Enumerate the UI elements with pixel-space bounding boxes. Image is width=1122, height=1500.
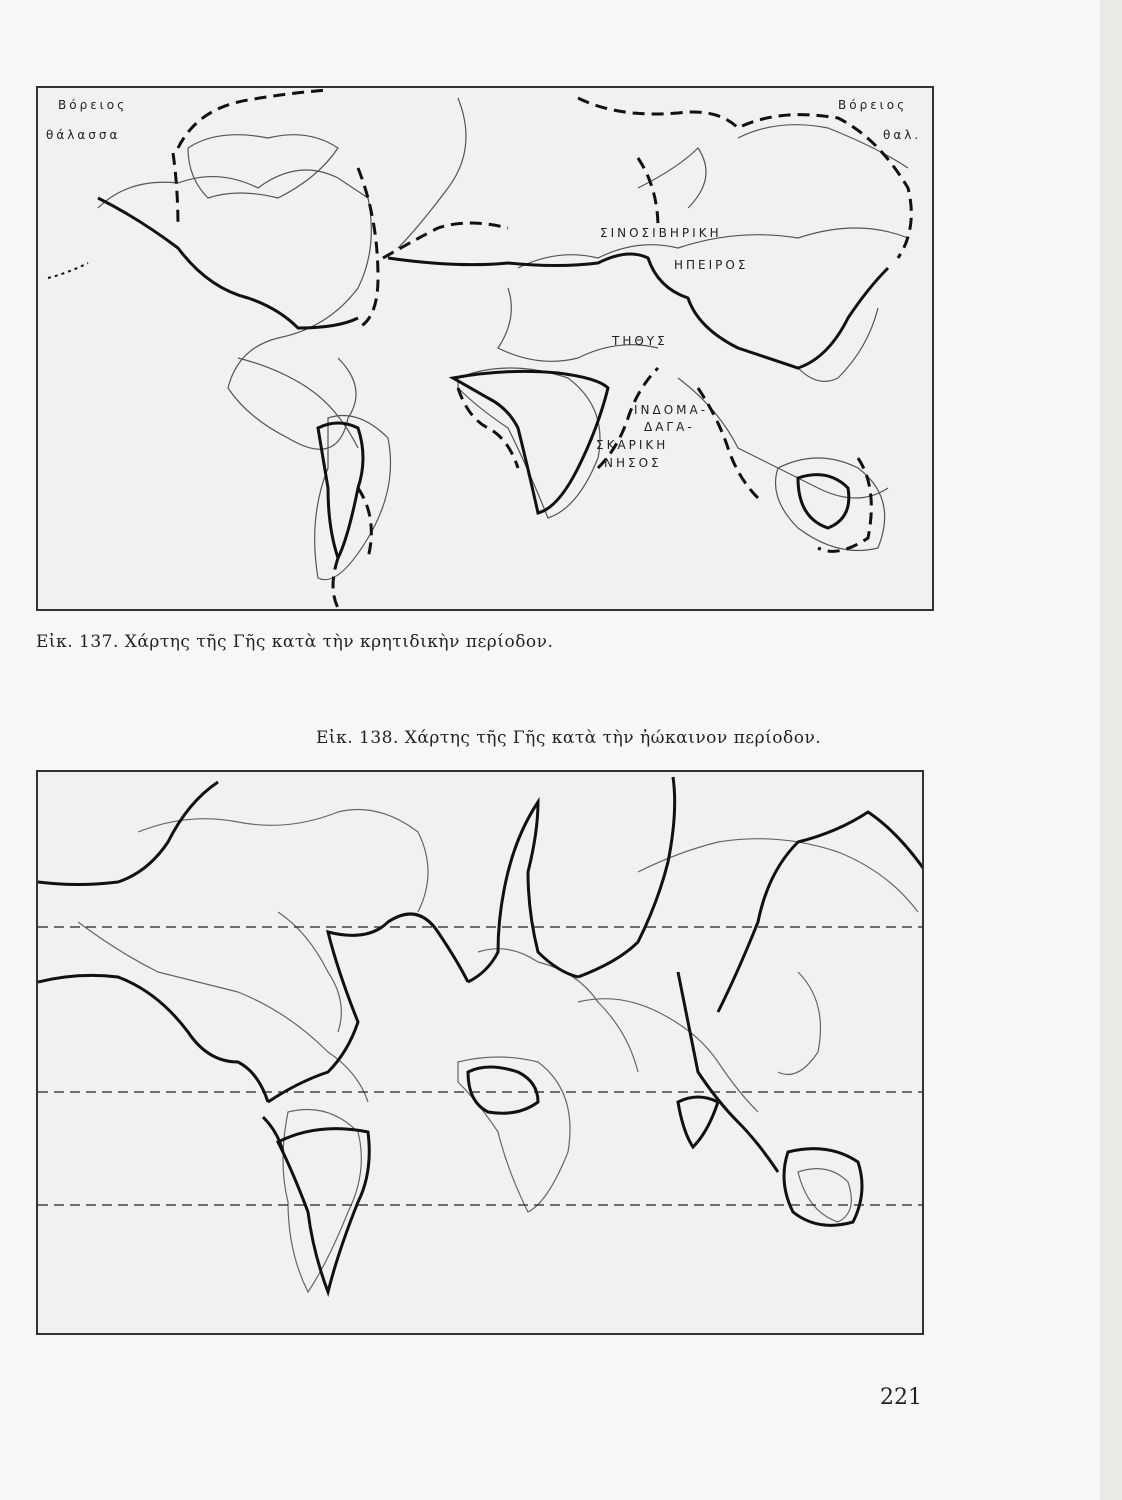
- caption-figure-138: Εἰκ. 138. Χάρτης τῆς Γῆς κατὰ τὴν ἠώκαινον περίοδον.: [316, 728, 822, 748]
- label-tethys: ΤΗΘΥΣ: [612, 334, 668, 348]
- dotted-coast-west: [48, 263, 88, 278]
- cretaceous-map: [36, 86, 934, 611]
- label-indomada-4: ΝΗΣΟΣ: [604, 456, 662, 470]
- label-indomada-3: ΣΚΑΡΙΚΗ: [596, 438, 669, 452]
- cretaceous-map-drawing: [38, 88, 934, 611]
- label-sinosiberian-2: ΗΠΕΙΡΟΣ: [674, 258, 749, 272]
- eocene-map: [36, 770, 924, 1335]
- label-indomada-2: ΔΑΓΑ-: [644, 420, 695, 434]
- label-boreios-east: Βόρειος: [838, 98, 908, 112]
- label-boreios-west: Βόρειος: [58, 98, 128, 112]
- latitude-lines: [38, 927, 924, 1205]
- eocene-map-drawing: [38, 772, 924, 1335]
- book-spine-shadow: [1100, 0, 1122, 1500]
- page-number: 221: [880, 1385, 922, 1410]
- label-thal-east: θαλ.: [883, 128, 922, 142]
- caption-figure-137: Εἰκ. 137. Χάρτης τῆς Γῆς κατὰ τὴν κρητιδικὴν περίοδον.: [36, 632, 554, 652]
- label-sinosiberian-1: ΣΙΝΟΣΙΒΗΡΙΚΗ: [600, 226, 722, 240]
- label-indomada-1: ΙΝΔΟΜΑ-: [634, 403, 709, 417]
- label-thalassa-west: θάλασσα: [46, 128, 121, 142]
